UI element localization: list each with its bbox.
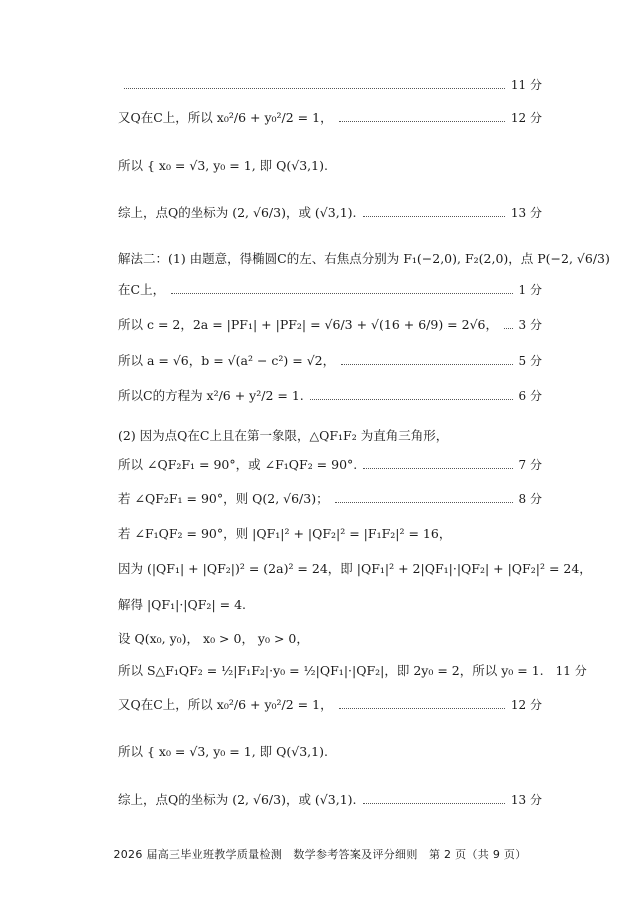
line-text: 解法二：(1) 由题意，得椭圆C的左、右焦点分别为 F₁(−2,0), F₂(2,0)，点 P(−2, √6/3) xyxy=(118,251,610,266)
line-text: 所以 { x₀ = √3, y₀ = 1, 即 Q(√3,1). xyxy=(118,158,328,173)
line-text: 综上，点Q的坐标为 (2, √6/3)，或 (√3,1). xyxy=(118,792,357,807)
line-text: 所以 S△F₁QF₂ = ½|F₁F₂|·y₀ = ½|QF₁|·|QF₂|，即 2y₀ = 2，所以 y₀ = 1. xyxy=(118,663,544,678)
solution-line-11 xyxy=(118,457,542,473)
leader-dots xyxy=(310,399,513,400)
score-label: 12 分 xyxy=(510,698,542,712)
score-label: 8 分 xyxy=(518,492,542,506)
solution-line-3 xyxy=(118,158,542,174)
page-footer: 2026 届高三毕业班教学质量检测 数学参考答案及评分细则 第 2 页（共 9 页） xyxy=(113,848,527,861)
leader-dots xyxy=(363,803,505,804)
solution-line-19 xyxy=(118,744,542,760)
leader-dots xyxy=(171,293,512,294)
line-text: 又Q在C上，所以 x₀²/6 + y₀²/2 = 1， xyxy=(118,697,333,712)
solution-line-16 xyxy=(118,631,542,647)
line-text: 因为 (|QF₁| + |QF₂|)² = (2a)² = 24，即 |QF₁|² + 2|QF₁|·|QF₂| + |QF₂|² = 24， xyxy=(118,561,592,576)
line-text: 所以 { x₀ = √3, y₀ = 1, 即 Q(√3,1). xyxy=(118,744,328,759)
leader-dots xyxy=(363,468,512,469)
solution-line-17 xyxy=(118,663,587,679)
solution-line-13 xyxy=(118,526,542,542)
solution-line-20 xyxy=(118,792,542,808)
leader-dots xyxy=(339,708,505,709)
line-text: 解得 |QF₁|·|QF₂| = 4. xyxy=(118,597,247,612)
solution-line-15 xyxy=(118,597,542,613)
score-label: 13 分 xyxy=(510,206,542,220)
line-text: 若 ∠QF₂F₁ = 90°，则 Q(2, √6/3)； xyxy=(118,491,329,506)
score-label: 11 分 xyxy=(555,664,587,678)
leader-dots xyxy=(341,364,512,365)
line-text: 所以 a = √6，b = √(a² − c²) = √2， xyxy=(118,353,336,368)
line-text: 在C上， xyxy=(118,282,166,297)
line-text: 所以 ∠QF₂F₁ = 90°，或 ∠F₁QF₂ = 90°. xyxy=(118,457,358,472)
solution-line-8 xyxy=(118,353,542,369)
line-text: 所以C的方程为 x²/6 + y²/2 = 1. xyxy=(118,388,304,403)
leader-dots xyxy=(124,88,505,89)
score-label: 3 分 xyxy=(518,318,542,332)
solution-line-10 xyxy=(118,428,542,444)
score-label: 11 分 xyxy=(510,78,542,92)
line-text: 设 Q(x₀, y₀)， x₀ > 0， y₀ > 0， xyxy=(118,631,309,646)
leader-dots xyxy=(363,216,505,217)
line-text: (2) 因为点Q在C上且在第一象限，△QF₁F₂ 为直角三角形， xyxy=(118,428,449,443)
score-label: 12 分 xyxy=(510,111,542,125)
line-text: 又Q在C上，所以 x₀²/6 + y₀²/2 = 1， xyxy=(118,110,333,125)
line-text: 综上，点Q的坐标为 (2, √6/3)，或 (√3,1). xyxy=(118,205,357,220)
score-label: 7 分 xyxy=(518,458,542,472)
solution-line-9 xyxy=(118,388,542,404)
solution-line-14 xyxy=(118,561,592,577)
solution-line-6 xyxy=(118,282,542,298)
solution-line-1 xyxy=(118,77,542,93)
solution-line-18 xyxy=(118,697,542,713)
line-text: 若 ∠F₁QF₂ = 90°，则 |QF₁|² + |QF₂|² = |F₁F₂|² = 16， xyxy=(118,526,452,541)
line-text: 所以 c = 2，2a = |PF₁| + |PF₂| = √6/3 + √(16 + 6/9) = 2√6， xyxy=(118,317,499,332)
score-label: 13 分 xyxy=(510,793,542,807)
leader-dots xyxy=(335,502,513,503)
leader-dots xyxy=(504,328,513,329)
solution-line-4 xyxy=(118,205,542,221)
solution-line-12 xyxy=(118,491,542,507)
solution-line-5 xyxy=(118,251,610,267)
solution-line-7 xyxy=(118,317,542,333)
score-label: 6 分 xyxy=(518,389,542,403)
leader-dots xyxy=(339,121,505,122)
score-label: 1 分 xyxy=(518,283,542,297)
solution-line-2 xyxy=(118,110,542,126)
score-label: 5 分 xyxy=(518,354,542,368)
